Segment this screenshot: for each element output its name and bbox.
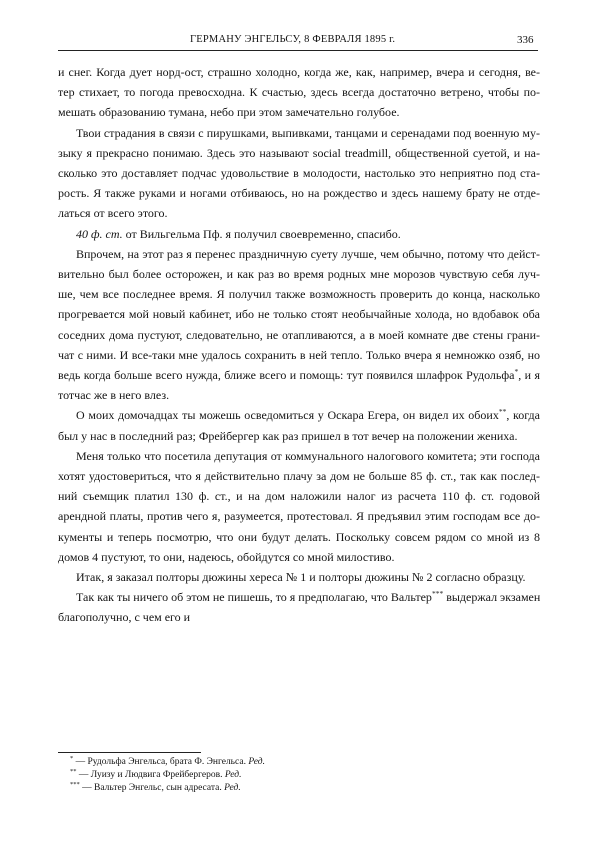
footnote-mark: ** (70, 768, 77, 775)
text-line: благополучно, с чем его и (58, 610, 191, 625)
text-fragment: Так как ты ничего об этом не пишешь, то я предполагаю, что Вальтер (76, 590, 432, 605)
paragraph-1 (58, 62, 540, 123)
text-line: ше, чем все последнее время. Я получил также возможность проверить до конца, насколько (58, 287, 540, 302)
text-line: Итак, я заказал полторы дюжины хереса № 1 и полторы дюжины № 2 согласно образцу. (76, 570, 526, 585)
footnote-3 (70, 782, 265, 795)
text-fragment: , и я (518, 368, 540, 383)
text-line: кументы и теперь посмотрю, что они будут делать. Поскольку совсем рядом со мной из 8 (58, 529, 540, 544)
paragraph-5 (58, 405, 540, 445)
paragraph-6 (58, 446, 540, 567)
footnotes (70, 756, 265, 795)
footnote-mark: *** (70, 781, 80, 788)
text-line: зыку я прекрасно понимаю. Здесь это называют social treadmill, общественной суетой, и на- (58, 145, 540, 160)
paragraph-7 (58, 567, 540, 587)
footnote-ref-2[interactable]: ** (498, 407, 507, 417)
text-line: тотчас же в него влез. (58, 388, 170, 403)
text-line: хотят удостовериться, что я действительно плачу за дом не больше 85 ф. ст., так как послед- (58, 469, 540, 484)
letter-body (58, 62, 540, 628)
text-line: соседних дома пустуют, следовательно, не отапливаются, а в моей комнате две стены грани- (58, 327, 540, 342)
footnote-1 (70, 756, 265, 769)
italic-amount: 40 ф. ст. (76, 226, 123, 241)
paragraph-8 (58, 587, 540, 627)
text-line: вительно был более осторожен, и как раз во время родных мне морозов чувствую себя луч- (58, 267, 540, 282)
paragraph-4 (58, 244, 540, 406)
header-rule (58, 50, 538, 51)
text-line (58, 587, 540, 607)
text-line: прогревается мой новый кабинет, ибо не только стоят необычайные холода, но вдобавок оба (58, 307, 540, 322)
footnote-ref-3[interactable]: *** (431, 589, 444, 599)
text-line: Впрочем, на этот раз я перенес праздничную суету лучше, чем обычно, потому что дейст- (76, 246, 540, 261)
text-line (58, 365, 540, 385)
footnote-text: — Луизу и Людвига Фрейбергеров. (76, 770, 225, 780)
text-line: ний съемщик платил 130 ф. ст., и на дом наложили налог из расчета 110 ф. ст. годовой (58, 489, 540, 504)
text-fragment: выдержал экзамен (443, 590, 541, 605)
footnote-text: — Рудольфа Энгельса, брата Ф. Энгельса. (73, 757, 249, 767)
footnote-rule (58, 752, 201, 753)
text-line: сколько это доставляет подчас удовольствие в молодости, настолько это неприятно под ста- (58, 166, 540, 181)
footnote-abbr: Ред. (224, 783, 241, 793)
text-line: мешать образованию тумана, небо при этом замечательно голубое. (58, 105, 400, 120)
paragraph-3-text: от Вильгельма Пф. я получил своевременно, спасибо. (122, 226, 401, 241)
text-line (58, 405, 540, 425)
footnote-ref-1[interactable]: * (514, 367, 519, 377)
header-title: ГЕРМАНУ ЭНГЕЛЬСУ, 8 ФЕВРАЛЯ 1895 г. (190, 34, 396, 45)
footnote-abbr: Ред. (224, 770, 242, 780)
footnote-2 (70, 769, 265, 782)
footnote-mark: * (70, 755, 74, 762)
text-line: был у нас в последний раз; Фрейбергер как раз пришел в тот вечер на положении жениха. (58, 428, 518, 443)
text-fragment: , когда (506, 408, 540, 423)
text-line: рость. Я также руками и ногами отбиваюсь, но на рождество и здесь нашему брату не отде- (58, 186, 540, 201)
text-line: латься от всего этого. (58, 206, 168, 221)
text-line: и снег. Когда дует норд-ост, страшно холодно, когда же, как, например, вчера и сегодня, ве- (58, 65, 540, 79)
text-line (58, 224, 540, 244)
text-line: домов 4 пустуют, то они, надеюсь, обойдутся со мной милостиво. (58, 549, 395, 564)
text-line: Твои страдания в связи с пирушками, выпивками, танцами и серенадами под военную му- (76, 125, 540, 140)
text-line: арендной платы, против чего я, разумеется, протестовал. Я предъявил этим господам все до- (58, 509, 540, 524)
text-line: чат с ними. И все-таки мне удалось сохранить в ней тепло. Только вчера я немножко озяб, но (58, 347, 540, 362)
footnote-text: — Вальтер Энгельс, сын адресата. (79, 783, 225, 793)
text-fragment: ведь когда больше всего нужда, ближе всего и помощь: тут появился шлафрок Рудольфа (58, 368, 515, 383)
footnote-abbr: Ред. (248, 757, 265, 767)
paragraph-2 (58, 123, 540, 224)
text-line: Меня только что посетила депутация от коммунального налогового комитета; эти господа (76, 448, 540, 463)
paragraph-3 (58, 224, 540, 244)
text-line: тер стихает, то погода превосходна. К счастью, здесь всегда достаточно ветрено, чтобы по- (58, 85, 540, 100)
page-number: 336 (517, 34, 534, 46)
text-fragment: О моих домочадцах ты можешь осведомиться у Оскара Егера, он видел их обоих (76, 408, 499, 423)
